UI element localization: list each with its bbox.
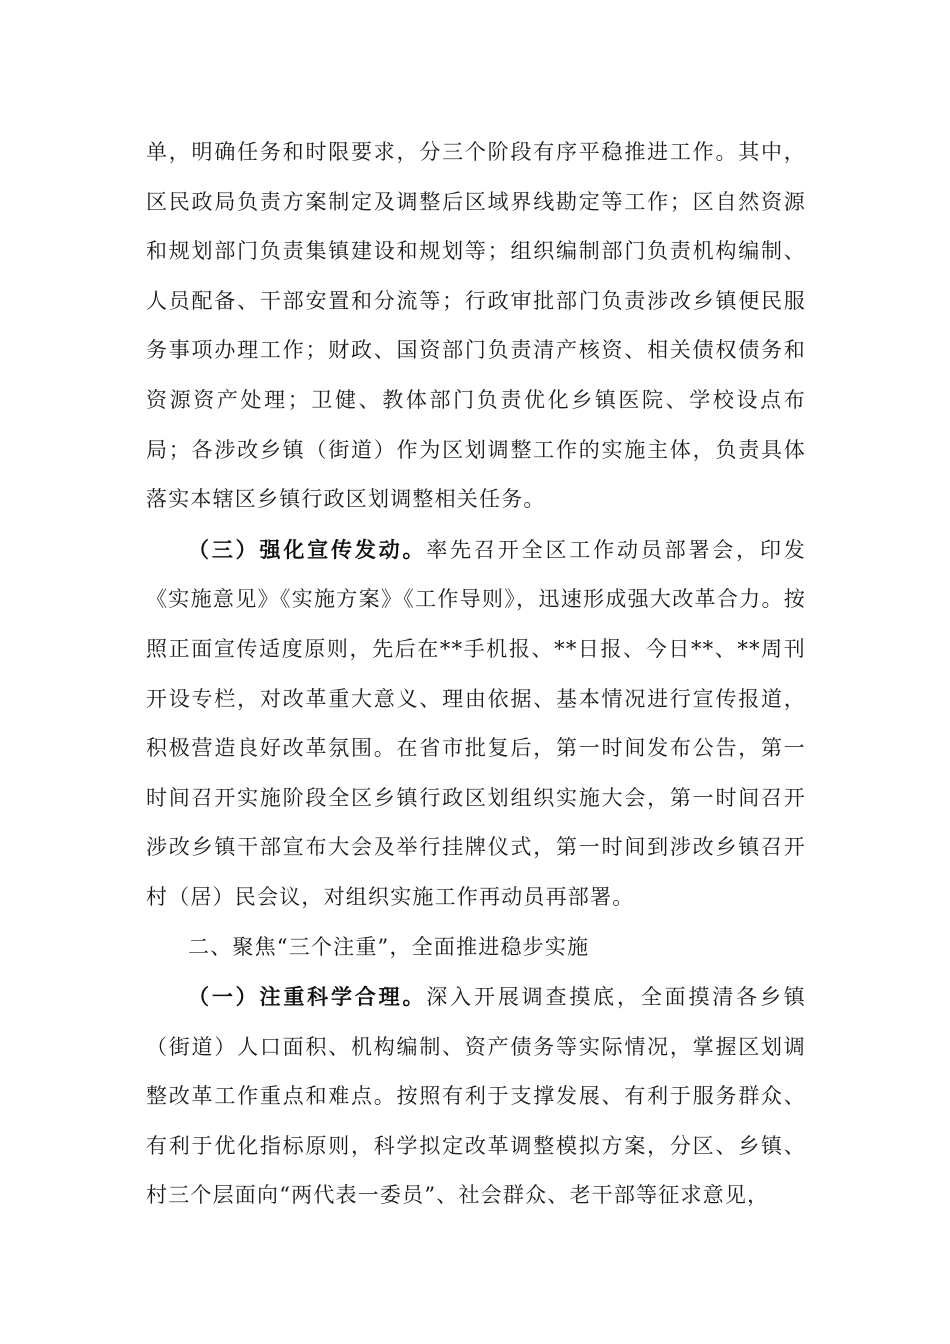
paragraph-publicity <box>146 525 806 923</box>
paragraph-continuation <box>146 128 806 525</box>
paragraph-heading: （一）注重科学合理。 <box>188 984 427 1010</box>
paragraph-text: 单，明确任务和时限要求，分三个阶段有序平稳推进工作。其中，区民政局负责方案制定及调整后区域界线勘定等工作；区自然资源和规划部门负责集镇建设和规划等；组织编制部门负责机构编制、人员配备、干部安置和分流等；行政审批部门负责涉改乡镇便民服务事项办理工作；财政、国资部门负责清产核资、相关债权债务和资源资产处理；卫健、教体部门负责优化乡镇医院、学校设点布局；各涉改乡镇（街道）作为区划调整工作的实施主体，负责具体落实本辖区乡镇行政区划调整相关任务。 <box>146 140 806 512</box>
paragraph-text: 深入开展调查摸底，全面摸清各乡镇（街道）人口面积、机构编制、资产债务等实际情况，掌握区划调整改革工作重点和难点。按照有利于支撑发展、有利于服务群众、有利于优化指标原则，科学拟定改革调整模拟方案，分区、乡镇、村三个层面向“两代表一委员”、社会群众、老干部等征求意见， <box>146 985 807 1208</box>
document-body <box>146 128 806 1221</box>
paragraph-scientific <box>146 972 806 1221</box>
section-heading <box>146 923 806 973</box>
section-heading-text: 二、聚焦“三个注重”，全面推进稳步实施 <box>188 934 590 959</box>
paragraph-heading: （三）强化宣传发动。 <box>188 536 427 562</box>
paragraph-text: 率先召开全区工作动员部署会，印发《实施意见》《实施方案》《工作导则》，迅速形成强大改革合力。按照正面宣传适度原则，先后在**手机报、**日报、今日**、**周刊开设专栏，对改革重大意义、理由依据、基本情况进行宣传报道，积极营造良好改革氛围。在省市批复后，第一时间发布公告，第一时间召开实施阶段全区乡镇行政区划组织实施大会，第一时间召开涉改乡镇干部宣布大会及举行挂牌仪式，第一时间到涉改乡镇召开村（居）民会议，对组织实施工作再动员再部署。 <box>146 537 807 909</box>
